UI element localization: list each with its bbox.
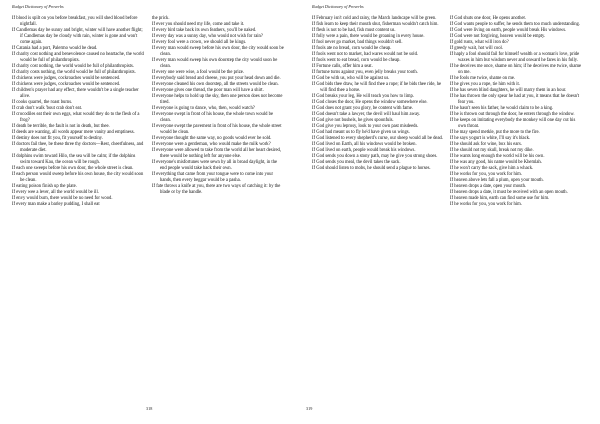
- proverb-entry: If February isn't cold and rainy, the March landscape will be green.: [312, 16, 437, 21]
- proverb-entry: If every fool were a crown, we should all be kings.: [152, 40, 247, 46]
- proverb-entry: If death be terrible, the fault is not in death, but thee.: [12, 124, 110, 130]
- proverb-entry: If Catania had a port, Palermo would be dead.: [12, 46, 98, 52]
- proverb-entry: If each person would sweep before his own house, the city would soon be clean.: [12, 172, 144, 184]
- proverb-entry: If he gives you a rope, tie him with it.: [450, 82, 520, 88]
- proverb-entry: If fate throws a knife at you, there are two ways of catching it: by the blade or by the handle.: [152, 184, 281, 196]
- proverb-entry: If God sends you down a stony path, may he give you strong shoes.: [312, 154, 438, 160]
- proverb-entry: If charity cost nothing, the world would be full of philanthropists.: [12, 64, 134, 70]
- proverb-entry: If God give not bushels, he gives spoonfuls.: [312, 118, 394, 124]
- right-page-column-2: [450, 16, 582, 209]
- proverb-entry: If everyone were allowed to take from the world all her heart desired, there would be nothing left for anyone else.: [152, 148, 281, 160]
- proverb-entry: If he fools me twice, shame on me.: [450, 76, 516, 82]
- left-page-column-2: [152, 16, 284, 196]
- proverb-entry: If fools ate no bread, corn would be cheap.: [312, 46, 392, 52]
- proverb-entry: If everyone's misfortunes were sewn by all in broad daylight, in the end people would take back their own.: [152, 160, 278, 172]
- proverb-entry: If he was any good, his name would be Khemlah.: [450, 160, 542, 166]
- proverb-entry: If he is thrown out through the door, he enters through the window.: [450, 112, 575, 118]
- proverb-entry: If God be with us, who will be against us.: [312, 76, 390, 82]
- proverb-entry: If every day was a sunny day, who would not wish for rain?: [152, 34, 263, 40]
- proverb-entry: If envy would burn, there would be no need for wood.: [12, 196, 113, 202]
- proverb-entry: If everyone swept the pavement in front of his house, the whole street would be clean.: [152, 124, 282, 136]
- proverb-entry: If destiny does not fit you, fit yourself to destiny.: [12, 136, 103, 142]
- proverb-entry: If God lived on earth, people would break his windows.: [312, 148, 416, 154]
- proverb-entry: If God bids thee draw, he will find thee a rope; if he bids thee ride, he will find thee a horse.: [312, 82, 442, 94]
- proverb-entry: If charity cost nothing and benevolence caused no heartache, the world would be full of philanthropists.: [12, 52, 144, 64]
- proverb-entry: If Candlemas day be sunny and bright, winter will have another flight; if Candlemas day be cloudy with rain, winter is gone and won't come again.: [12, 28, 143, 46]
- proverb-entry: If ever you should need my life, come and take it.: [152, 22, 245, 28]
- proverb-entry: If gold rusts, what will iron do?: [450, 40, 509, 46]
- proverb-entry: If heaven drops a date, open your mouth.: [450, 184, 527, 190]
- running-head: Rudget Dictionary of Proverbs: [12, 4, 64, 9]
- right-page-column-1: [312, 16, 444, 172]
- proverb-entry: If God doesn't take a lawyer, the devil will haul him away.: [312, 112, 421, 118]
- proverb-entry: If God listened to every shepherd's curse, our sheep would all be dead.: [312, 136, 443, 142]
- proverb-entry: If God closes the door, He opens the window somewhere else.: [312, 100, 428, 106]
- proverb-entry: If he should not my skull, break not my dike.: [450, 148, 534, 154]
- proverb-entry: If chickens were judges, cockroaches would be sentenced.: [12, 82, 121, 88]
- proverb-entry: If crocodiles eat their own eggs, what would they do to the flesh of a frog?: [12, 112, 140, 124]
- proverb-entry: If fish learn to keep their mouth shut, fisherman wouldn't catch him.: [312, 22, 439, 28]
- page-number: 319: [306, 406, 313, 411]
- proverb-entry: If blood is spilt on you before breakfast, you will shed blood before nightfall.: [12, 16, 138, 28]
- proverb-entry: If fool never go market, bad things wouldn't sell.: [312, 40, 403, 46]
- proverb-entry: If everyone thought the same way, no goods would ever be sold.: [152, 136, 272, 142]
- proverb-entry: If eating poison finish up the plate.: [12, 184, 77, 190]
- proverb-entry: If he says yogurt is white, I'll say it's black.: [450, 136, 531, 142]
- proverb-entry: If haply a fool should fail for himself wealth or a woman's love, pride waxes in him but wisdom never and onward he fares in his folly.: [450, 52, 580, 64]
- proverb-entry: If everyone is going to dance, who, then, would watch?: [152, 106, 255, 112]
- proverb-entry: If everything that came from your tongue were to come into your hands, then every beggar would be a pasha.: [152, 172, 274, 184]
- running-head: Rudget Dictionary of Proverbs: [312, 4, 364, 9]
- proverb-entry: If every bird take back its own feathers, you'll be naked.: [152, 28, 257, 34]
- proverb-entry: If everyone were a gentleman, who would make the milk work?: [152, 142, 271, 148]
- proverb-entry: If chickens were judges, cockroaches would be sentenced.: [12, 76, 121, 82]
- proverb-entry: If everyone gives one thread, the poor man will have a shirt.: [152, 88, 264, 94]
- proverb-entry: If everyone swept in front of his house, the whole town would be clean.: [152, 112, 274, 124]
- proverb-entry: If everyone helps to hold up the sky, then one person does not become tired.: [152, 94, 283, 106]
- proverb-entry: If God were not forgiving, heaven would be empty.: [450, 34, 546, 40]
- proverb-entry: If Fortune calls, offer him a seat.: [312, 64, 373, 70]
- proverb-entry: If greedy wait, hot will cool.: [450, 46, 503, 52]
- proverb-entry: If cooks quarrel, the roast burns.: [12, 100, 73, 106]
- proverb-entry: If he hasn't seen his father, he would claim to be a king.: [450, 106, 554, 112]
- left-page-column-1: [12, 16, 144, 209]
- proverb-entry: the prick.: [152, 16, 170, 21]
- proverb-entry: If he works for you, you work for him.: [450, 202, 522, 208]
- page-number: 318: [146, 406, 153, 411]
- proverb-entry: If fools went not to market, bad wares would not be sold.: [312, 52, 419, 58]
- proverb-entry: If dolphins swim toward Hilo, the sea will be calm; if the dolphins swim toward Kau, the ocean will be rough.: [12, 154, 136, 166]
- proverb-entry: If fortune turns against you, even jelly breaks your tooth.: [312, 70, 418, 76]
- proverb-entry: If he wants long enough the world will be his own.: [450, 154, 545, 160]
- proverb-entry: If he has seven blind daughters, he will marry them in an hour.: [450, 88, 567, 94]
- proverb-entry: If God had meant us to fly he'd have given us wings.: [312, 130, 410, 136]
- proverb-entry: If he may spend metkle, put the more to the fire.: [450, 130, 540, 136]
- proverb-entry: If God shuts one door, He opens another.: [450, 16, 526, 21]
- proverb-entry: If he won't carry the sack, give him a whack.: [450, 166, 534, 172]
- proverb-entry: If flesh is not to be had, fish must content us.: [312, 28, 396, 34]
- proverb-entry: If heaven drops a date, it must be received with an open mouth.: [450, 190, 568, 196]
- proverb-entry: If folly were a pain, there would be groaning in every house.: [312, 34, 425, 40]
- proverb-entry: If every man make a barley pudding, I shall eat: [12, 202, 100, 208]
- proverb-entry: If crab don't walk 'bout crab don't eat.: [12, 106, 83, 112]
- proverb-entry: If God wants people to suffer, he sends them too much understanding.: [450, 22, 581, 28]
- proverb-entry: If God sends you meal, the devil takes the sack.: [312, 160, 401, 166]
- proverb-entry: If he has thrown the only spear he had at you, it means that he doesn't fear you.: [450, 94, 580, 106]
- proverb-entry: If God does not grant you glory, be content with fame.: [312, 106, 413, 112]
- proverb-entry: If heaven above lets fall a plum, open your mouth.: [450, 178, 544, 184]
- proverb-entry: If God breaks your leg, He will teach you how to limp.: [312, 94, 414, 100]
- proverb-entry: If each one sweeps before his own door, the whole street is clean.: [12, 166, 134, 172]
- proverb-entry: If God should listen to mobs, he should send a plague to horses.: [312, 166, 431, 172]
- proverb-entry: If deeds are wanting, all words appear mere vanity and emptiness.: [12, 130, 135, 136]
- proverb-entry: If doctors fail thee, be these three thy doctors—Rest, cheerfulness, and moderate diet.: [12, 142, 144, 154]
- proverb-entry: If he keeps on imitating everybody the monkey will one day cut his own throat.: [450, 118, 576, 130]
- proverb-entry: If everyone cleaned his own doorstep, all the streets would be clean.: [152, 82, 279, 88]
- proverb-entry: If heaven made him, earth can find some use for him.: [450, 196, 550, 202]
- proverb-entry: If he works for you, you work for him.: [450, 172, 522, 178]
- proverb-entry: If every man would sweep his own doorstep the city would soon be clean.: [152, 58, 278, 70]
- proverb-entry: If he deceives me once, shame on him; if he deceives me twice, shame on me.: [450, 64, 582, 76]
- proverb-entry: If God give you leprosy, look to your own past misdeeds.: [312, 124, 419, 130]
- proverb-entry: If children's prayer had any effect, there wouldn't be a single teacher alive.: [12, 88, 139, 100]
- proverb-entry: If every man would sweep before his own door, the city would soon be clean.: [152, 46, 284, 58]
- proverb-entry: If every wee a lever, all the world would be ill.: [12, 190, 99, 196]
- proverb-entry: If he should ask for wine, box his ears.: [450, 142, 522, 148]
- right-page: [300, 0, 600, 424]
- proverb-entry: If every one were wise, a fool would be the prize.: [152, 70, 245, 76]
- proverb-entry: If God were living on earth, people would break His windows.: [450, 28, 567, 34]
- proverb-entry: If everybody said bread and cheese, you put your head down and die.: [152, 76, 281, 82]
- proverb-entry: If fools went to eat bread, corn would be cheap.: [312, 58, 401, 64]
- proverb-entry: If charity costs nothing, the world would be full of philanthropists.: [12, 70, 136, 76]
- proverb-entry: If God lived on Earth, all his windows would be broken.: [312, 142, 417, 148]
